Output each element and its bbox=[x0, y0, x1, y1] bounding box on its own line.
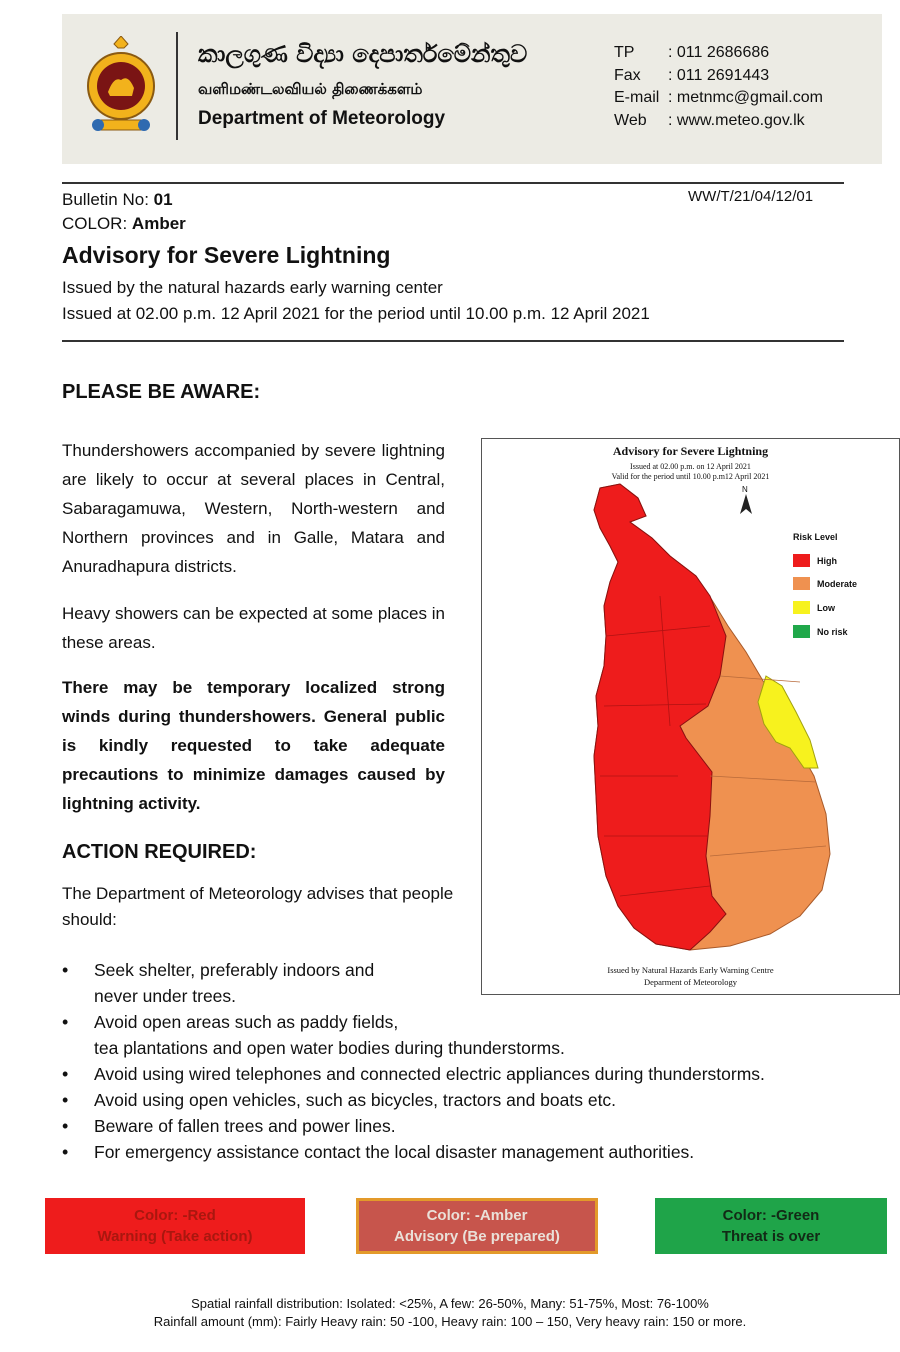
map-title: Advisory for Severe Lightning bbox=[612, 444, 769, 458]
list-item: • Avoid open areas such as paddy fields, tea plantations and open water bodies during thunderstorms. bbox=[62, 1009, 765, 1061]
aware-paragraph-2: Heavy showers can be expected at some places in these areas. bbox=[62, 604, 445, 652]
legend-item-high: High bbox=[793, 554, 837, 567]
map-footer-department: Deparment of Meteorology bbox=[644, 977, 737, 987]
aware-heading: PLEASE BE AWARE: bbox=[62, 381, 261, 403]
legend-swatch bbox=[793, 577, 810, 590]
bulletin-number: 01 bbox=[153, 190, 173, 209]
color-code-red: Color: -Red Warning (Take action) bbox=[45, 1198, 305, 1254]
list-item: • Seek shelter, preferably indoors and never under trees. bbox=[62, 957, 765, 1009]
legend-swatch bbox=[793, 601, 810, 614]
divider-top bbox=[62, 182, 844, 184]
legend-swatch bbox=[793, 625, 810, 638]
list-item: • Avoid using wired telephones and connected electric appliances during thunderstorms. bbox=[62, 1061, 765, 1087]
action-intro: The Department of Meteorology advises that people should: bbox=[62, 884, 454, 929]
north-label: N bbox=[742, 485, 748, 494]
aware-paragraph-3: There may be temporary localized strong winds during thundershowers. General public is kindly requested to take adequate precautions to minimize damages caused by lightning activity. bbox=[62, 678, 445, 813]
footer-rainfall-amount: Rainfall amount (mm): Fairly Heavy rain: 50 -100, Heavy rain: 100 – 150, Very heavy rain: 150 or more. bbox=[153, 1314, 747, 1329]
color-code-green: Color: -Green Threat is over bbox=[655, 1198, 887, 1254]
color-code-amber: Color: -Amber Advisory (Be prepared) bbox=[356, 1198, 598, 1254]
legend-item-low: Low bbox=[793, 601, 835, 614]
contact-fax: Fax : 011 2691443 bbox=[614, 66, 770, 84]
list-item: • Beware of fallen trees and power lines. bbox=[62, 1113, 765, 1139]
issued-info: Issued by the natural hazards early warning center Issued at 02.00 p.m. 12 April 2021 for the period until 10.00 p.m. 12 April 2021 bbox=[62, 278, 650, 323]
sri-lanka-emblem-icon bbox=[84, 36, 158, 136]
legend-item-moderate: Moderate bbox=[793, 577, 857, 590]
header-divider bbox=[176, 32, 178, 140]
aware-paragraph-1: Thundershowers accompanied by severe lightning are likely to occur at several places in Central, Sabaragamuwa, Western, North-western and Northern provinces and in Galle, Matara and Anuradhapura districts. bbox=[62, 441, 445, 576]
legend-item-no-risk: No risk bbox=[793, 625, 848, 638]
divider-bottom bbox=[62, 340, 844, 342]
action-heading: ACTION REQUIRED: bbox=[62, 841, 257, 863]
list-item: • Avoid using open vehicles, such as bicycles, tractors and boats etc. bbox=[62, 1087, 765, 1113]
contact-web[interactable]: Web : www.meteo.gov.lk bbox=[614, 111, 805, 129]
org-name-english: Department of Meteorology bbox=[198, 108, 446, 129]
bulletin-color: Amber bbox=[131, 214, 186, 233]
map-issued: Issued at 02.00 p.m. on 12 April 2021 bbox=[630, 462, 751, 471]
legend-title: Risk Level bbox=[793, 532, 838, 542]
bulletin-code: WW/T/21/04/12/01 bbox=[688, 188, 814, 205]
page-title: Advisory for Severe Lightning bbox=[62, 242, 391, 268]
map-valid: Valid for the period until 10.00 p.m12 April 2021 bbox=[611, 472, 770, 481]
org-name-sinhala: කාලගුණ විද්‍යා දෙපාර්තමේන්තුව bbox=[198, 40, 528, 68]
map-footer-issuer: Issued by Natural Hazards Early Warning Centre bbox=[607, 965, 774, 975]
bulletin-info: Bulletin No: 01 COLOR: Amber bbox=[62, 190, 186, 233]
sri-lanka-risk-map bbox=[560, 476, 840, 966]
list-item: • For emergency assistance contact the local disaster management authorities. bbox=[62, 1139, 765, 1165]
legend-swatch bbox=[793, 554, 810, 567]
contact-block bbox=[614, 42, 823, 132]
contact-email[interactable]: E-mail : metnmc@gmail.com bbox=[614, 89, 823, 106]
footer-spatial-distribution: Spatial rainfall distribution: Isolated: <25%, A few: 26-50%, Many: 51-75%, Most: 76-100% bbox=[191, 1296, 709, 1311]
contact-tp: TP : 011 2686686 bbox=[614, 44, 770, 61]
org-name-tamil: வளிமண்டலவியல் திணைக்களம் bbox=[198, 80, 423, 98]
